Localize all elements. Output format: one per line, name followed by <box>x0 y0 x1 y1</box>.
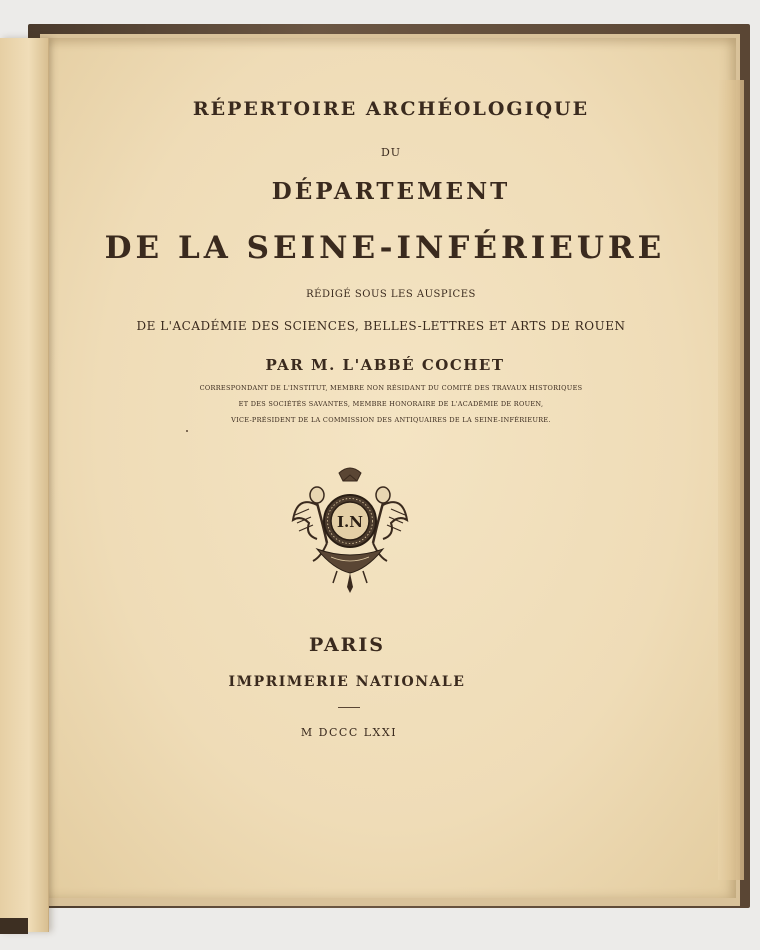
subtitle-line-1: RÉDIGÉ SOUS LES AUSPICES <box>306 289 476 300</box>
subtitle-line-2: DE L'ACADÉMIE DES SCIENCES, BELLES-LETTRES ET ARTS DE ROUEN <box>136 319 626 333</box>
ink-speck <box>186 430 188 432</box>
facing-page-flap <box>0 38 49 932</box>
emblem-monogram: I.N <box>337 513 363 531</box>
imprint-publisher: IMPRIMERIE NATIONALE <box>228 674 466 690</box>
cover-corner <box>0 918 28 934</box>
imprimerie-nationale-emblem-icon <box>287 465 413 593</box>
imprint-rule <box>338 707 360 708</box>
title-line-1: RÉPERTOIRE ARCHÉOLOGIQUE <box>192 98 590 120</box>
credentials-line-2: ET DES SOCIÉTÉS SAVANTES, MEMBRE HONORAIRE DE L'ACADÉMIE DE ROUEN, <box>238 400 544 408</box>
title-line-4: DE LA SEINE-INFÉRIEURE <box>104 230 666 266</box>
credentials-line-3: VICE-PRÉSIDENT DE LA COMMISSION DES ANTIQUAIRES DE LA SEINE-INFÉRIEURE. <box>231 416 551 424</box>
imprint-year: M DCCC LXXI <box>300 726 398 739</box>
title-line-2: DU <box>380 146 402 159</box>
author-line: PAR M. L'ABBÉ COCHET <box>265 356 505 374</box>
title-line-3: DÉPARTEMENT <box>271 178 511 205</box>
credentials-line-1: CORRESPONDANT DE L'INSTITUT, MEMBRE NON RÉSIDANT DU COMITÉ DES TRAVAUX HISTORIQUES <box>199 384 583 392</box>
imprint-city: PARIS <box>308 634 386 656</box>
